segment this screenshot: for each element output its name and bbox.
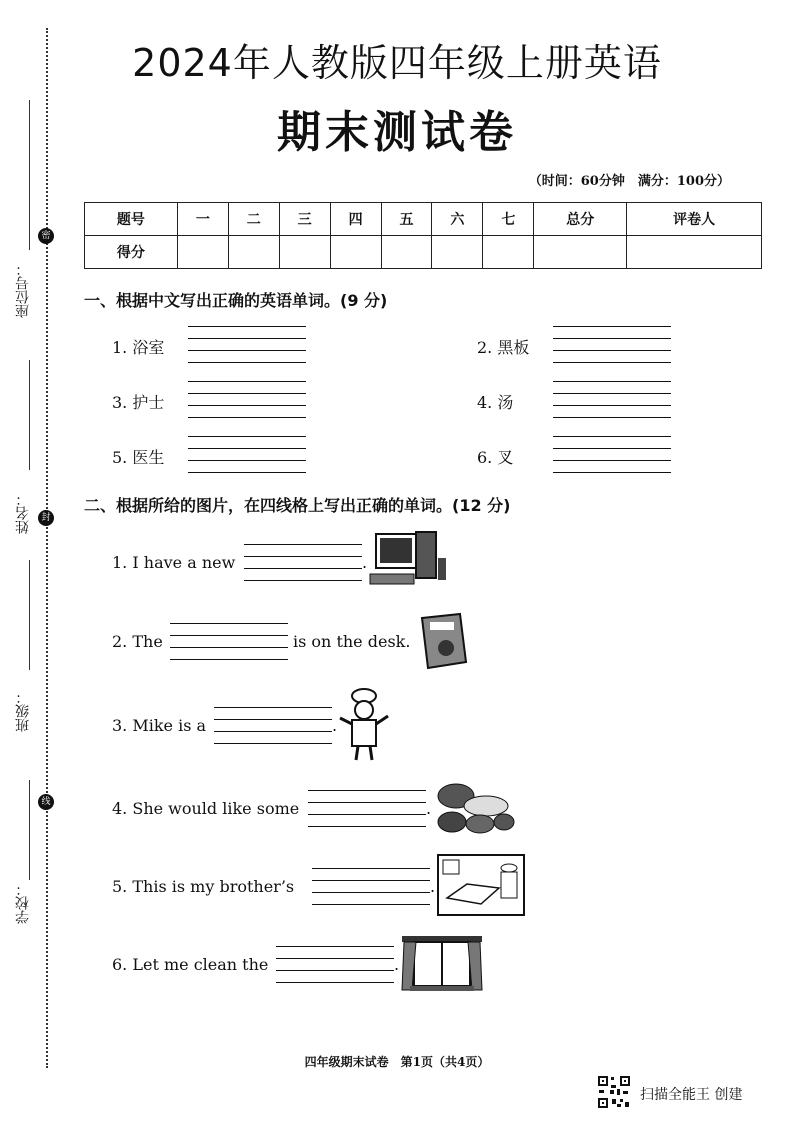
score-header-cell: 六: [432, 203, 483, 236]
score-cell[interactable]: [279, 236, 330, 269]
score-header-cell: 二: [228, 203, 279, 236]
school-label: 学校：: [15, 882, 31, 924]
four-line-grid[interactable]: [312, 868, 430, 904]
section2-question-end: is on the desk.: [293, 632, 411, 651]
score-header-cell: 七: [483, 203, 534, 236]
score-header-cell: 一: [177, 203, 228, 236]
score-table-score-row: [85, 236, 762, 269]
section2-question-end: .: [394, 955, 400, 974]
four-line-grid[interactable]: [553, 436, 671, 472]
score-header-cell: 题号: [85, 203, 178, 236]
computer-picture: [368, 530, 450, 592]
section2-question-text: 6. Let me clean the: [112, 955, 269, 974]
food-picture: [432, 778, 516, 836]
four-line-grid[interactable]: [553, 326, 671, 362]
section2-question-text: 4. She would like some: [112, 799, 300, 818]
section2-question-end: .: [362, 553, 368, 572]
score-cell[interactable]: [432, 236, 483, 269]
section1-question: 2. 黑板: [477, 338, 530, 357]
section2-question-text: 3. Mike is a: [112, 716, 207, 735]
score-cell[interactable]: [534, 236, 627, 269]
seal-mark-xian: 线: [38, 794, 54, 810]
four-line-grid[interactable]: [188, 436, 306, 472]
storybook-picture: [418, 612, 470, 670]
name-label: 姓名：: [15, 492, 31, 534]
score-header-cell: 评卷人: [627, 203, 762, 236]
score-cell[interactable]: [627, 236, 762, 269]
section2-question-text: 2. The: [112, 632, 163, 651]
four-line-grid[interactable]: [188, 326, 306, 362]
score-header-cell: 五: [381, 203, 432, 236]
four-line-grid[interactable]: [188, 381, 306, 417]
score-table-header-row: [85, 203, 762, 236]
four-line-grid[interactable]: [214, 707, 332, 743]
section1-question: 4. 汤: [477, 393, 514, 412]
name-line: [29, 360, 30, 470]
score-header-cell: 三: [279, 203, 330, 236]
four-line-grid[interactable]: [308, 790, 426, 826]
score-header-cell: 总分: [534, 203, 627, 236]
score-table: [84, 202, 762, 269]
seal-mark-feng: 封: [38, 510, 54, 526]
section2-question-text: 5. This is my brother’s: [112, 877, 295, 896]
score-row-label: 得分: [85, 236, 178, 269]
qr-code-icon: [597, 1075, 631, 1109]
window-picture: [400, 934, 484, 992]
class-label: 班级：: [15, 690, 31, 732]
exam-info: （时间：60分钟 满分：100分）: [528, 174, 730, 189]
section2-question-end: .: [426, 799, 432, 818]
four-line-grid[interactable]: [553, 381, 671, 417]
section2-question-end: .: [332, 716, 338, 735]
page-title: 2024年人教版四年级上册英语: [132, 41, 662, 85]
class-line: [29, 560, 30, 670]
section2-question-text: 1. I have a new: [112, 553, 236, 572]
section1-question: 1. 浴室: [112, 338, 165, 357]
four-line-grid[interactable]: [276, 946, 394, 982]
score-header-cell: 四: [330, 203, 381, 236]
section1-title: 一、根据中文写出正确的英语单词。(9 分): [84, 291, 388, 310]
score-cell[interactable]: [228, 236, 279, 269]
scanner-app-label: 扫描全能王 创建: [640, 1087, 743, 1103]
bedroom-picture: [437, 854, 525, 916]
seat-number-label: 座位号：: [15, 262, 31, 318]
cook-picture: [336, 688, 392, 762]
score-cell[interactable]: [330, 236, 381, 269]
score-cell[interactable]: [177, 236, 228, 269]
section2-question-end: .: [430, 877, 436, 896]
score-cell[interactable]: [483, 236, 534, 269]
school-line: [29, 780, 30, 880]
page-footer: 四年级期末试卷 第1页（共4页）: [304, 1055, 490, 1069]
section1-question: 3. 护士: [112, 393, 165, 412]
section1-question: 6. 叉: [477, 448, 514, 467]
four-line-grid[interactable]: [170, 623, 288, 659]
section1-question: 5. 医生: [112, 448, 165, 467]
score-cell[interactable]: [381, 236, 432, 269]
four-line-grid[interactable]: [244, 544, 362, 580]
binding-dotted-line: [46, 28, 48, 1068]
section2-title: 二、根据所给的图片，在四线格上写出正确的单词。(12 分): [84, 496, 511, 515]
page-subtitle: 期末测试卷: [277, 107, 517, 158]
seal-mark-mi: 密: [38, 228, 54, 244]
